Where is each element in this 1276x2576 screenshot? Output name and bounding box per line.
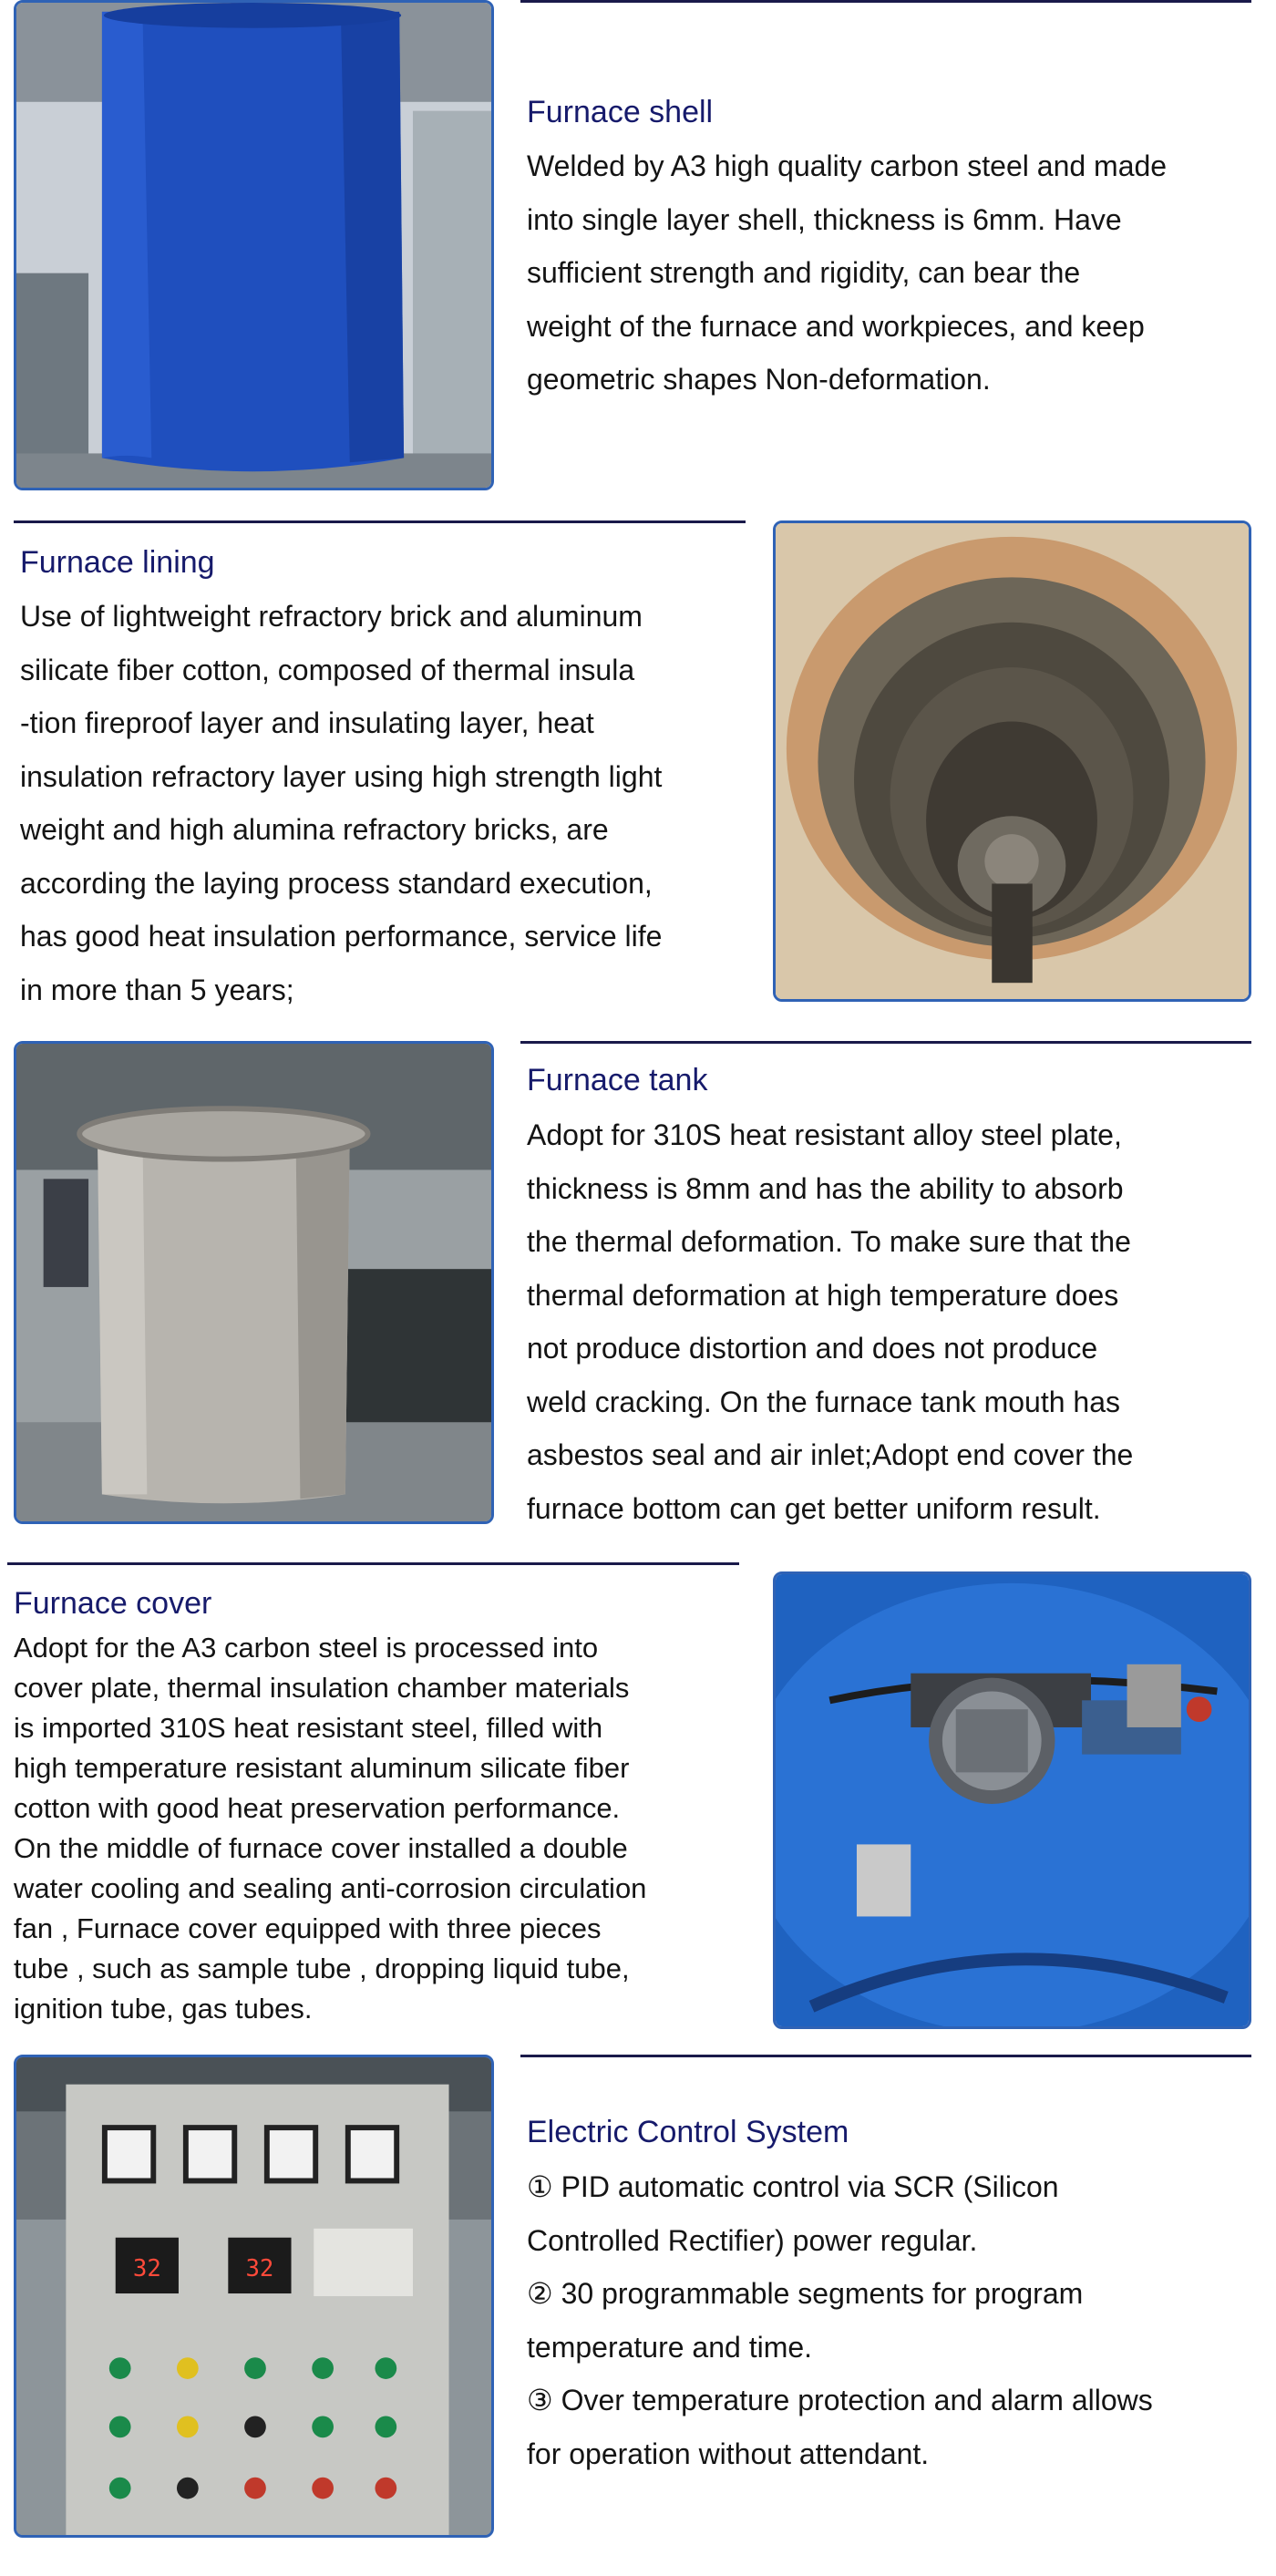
section-title: Electric Control System (527, 2115, 849, 2149)
body-line: for operation without attendant. (527, 2437, 930, 2470)
body-line: water cooling and sealing anti-corrosion circulation (14, 1872, 647, 1904)
section-title: Furnace shell (527, 95, 714, 129)
body-line: tube , such as sample tube , dropping liquid tube, (14, 1953, 630, 1984)
section-divider (520, 2055, 1251, 2057)
body-line: ① PID automatic control via SCR (Silicon (527, 2170, 1059, 2203)
section-divider (14, 520, 746, 523)
body-line: furnace bottom can get better uniform result. (527, 1491, 1101, 1525)
body-line: the thermal deformation. To make sure that the (527, 1225, 1131, 1258)
control-cabinet-photo (14, 2055, 494, 2538)
body-line: ③ Over temperature protection and alarm allows (527, 2384, 1153, 2416)
section-divider (520, 1041, 1251, 1044)
body-line: silicate fiber cotton, composed of thermal insula (20, 653, 635, 686)
body-line: Adopt for 310S heat resistant alloy steel plate, (527, 1118, 1122, 1151)
furnace-tank-photo (14, 1041, 494, 1524)
body-line: cotton with good heat preservation performance. (14, 1792, 621, 1824)
body-line: thermal deformation at high temperature does (527, 1278, 1119, 1312)
body-line: has good heat insulation performance, service life (20, 920, 663, 953)
body-line: On the middle of furnace cover installed a double (14, 1832, 628, 1864)
body-line: Controlled Rectifier) power regular. (527, 2223, 978, 2257)
body-line: -tion fireproof layer and insulating layer, heat (20, 706, 594, 739)
body-line: ignition tube, gas tubes. (14, 1993, 313, 2025)
body-line: high temperature resistant aluminum silicate fiber (14, 1752, 630, 1784)
body-line: temperature and time. (527, 2330, 813, 2364)
body-line: Welded by A3 high quality carbon steel and made (527, 149, 1168, 182)
body-line: cover plate, thermal insulation chamber materials (14, 1672, 630, 1704)
furnace-lining-photo (773, 520, 1251, 1002)
body-line: ② 30 programmable segments for program (527, 2277, 1084, 2310)
section-title: Furnace tank (527, 1063, 708, 1097)
section-divider (7, 1562, 739, 1565)
body-line: into single layer shell, thickness is 6mm. Have (527, 202, 1122, 236)
furnace-cover-photo (773, 1571, 1251, 2029)
section-body (527, 2160, 1153, 2480)
section-title: Furnace lining (20, 545, 215, 580)
body-line: insulation refractory layer using high strength light (20, 759, 663, 793)
body-line: weld cracking. On the furnace tank mouth has (527, 1385, 1121, 1418)
body-line: in more than 5 years; (20, 973, 294, 1006)
body-line: according the laying process standard execution, (20, 866, 653, 900)
body-line: weight and high alumina refractory bricks, are (20, 813, 609, 846)
section-title: Furnace cover (14, 1586, 212, 1621)
section-body (527, 139, 1167, 407)
body-line: asbestos seal and air inlet;Adopt end cover the (527, 1438, 1134, 1471)
body-line: is imported 310S heat resistant steel, filled with (14, 1712, 603, 1744)
body-line: geometric shapes Non-deformation. (527, 363, 991, 396)
section-body (14, 1628, 646, 2029)
section-body (527, 1108, 1133, 1535)
body-line: weight of the furnace and workpieces, and keep (527, 309, 1145, 343)
body-line: Adopt for the A3 carbon steel is processed into (14, 1632, 599, 1664)
furnace-shell-photo (14, 0, 494, 490)
body-line: not produce distortion and does not produce (527, 1332, 1098, 1365)
display-value: 32 (132, 2255, 161, 2283)
section-divider (520, 0, 1251, 3)
display-value: 32 (245, 2255, 274, 2283)
section-body (20, 590, 662, 1016)
body-line: fan , Furnace cover equipped with three pieces (14, 1912, 602, 1944)
body-line: Use of lightweight refractory brick and aluminum (20, 600, 643, 633)
body-line: thickness is 8mm and has the ability to absorb (527, 1171, 1124, 1205)
body-line: sufficient strength and rigidity, can bear the (527, 256, 1081, 289)
